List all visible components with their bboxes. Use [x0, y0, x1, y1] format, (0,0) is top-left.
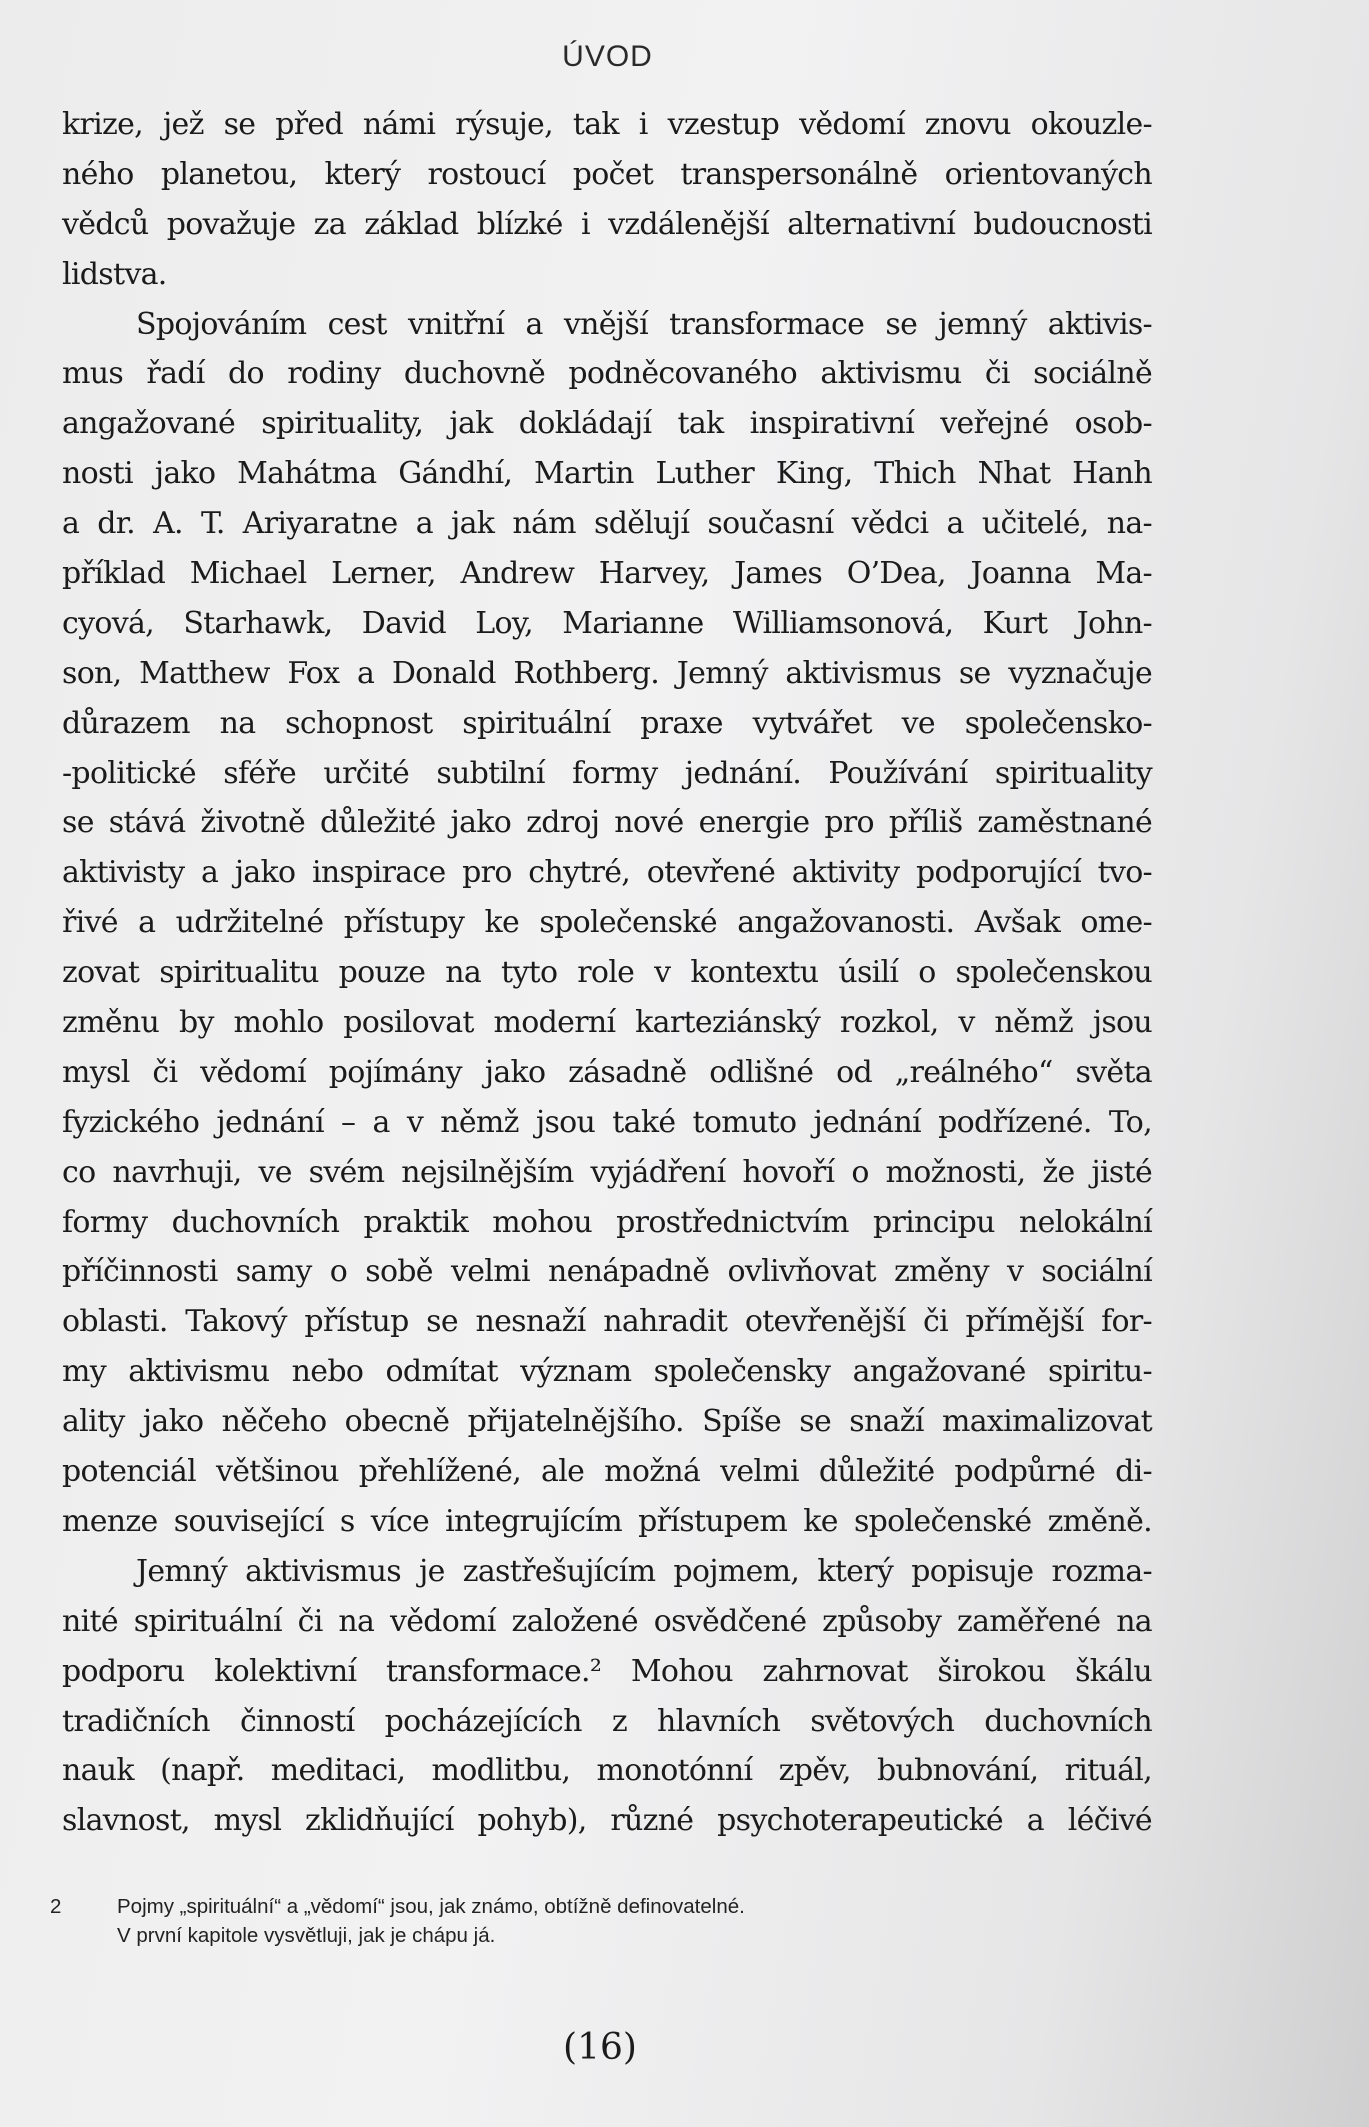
text-line: slavnost, mysl zklidňující pohyb), různé psychoterapeutické a léčivé — [62, 1803, 1152, 1839]
text-line: potenciál většinou přehlížené, ale možná velmi důležité podpůrné di- — [62, 1454, 1152, 1490]
text-line: son, Matthew Fox a Donald Rothberg. Jemný aktivismus se vyznačuje — [62, 655, 1152, 691]
text-line: ného planetou, který rostoucí počet transpersonálně orientovaných — [62, 156, 1152, 192]
text-line: důrazem na schopnost spirituální praxe vytvářet ve společensko- — [62, 705, 1152, 741]
footnote-row-2 — [50, 1921, 745, 1950]
body-text — [62, 100, 1152, 1846]
text-line: fyzického jednání – a v němž jsou také tomuto jednání podřízené. To, — [62, 1104, 1152, 1140]
footnote-text-line-1: Pojmy „spirituální“ a „vědomí“ jsou, jak známo, obtížně definovatelné. — [117, 1895, 745, 1918]
text-line: příčinnosti samy o sobě velmi nenápadně ovlivňovat změny v sociální — [62, 1254, 1152, 1290]
page-number: (16) — [563, 2027, 637, 2068]
text-line: nosti jako Mahátma Gándhí, Martin Luther King, Thich Nhat Hanh — [62, 456, 1152, 492]
text-line: se stává životně důležité jako zdroj nové energie pro příliš zaměstnané — [62, 805, 1152, 841]
text-line: mus řadí do rodiny duchovně podněcovaného aktivismu či sociálně — [62, 356, 1152, 392]
text-line: příklad Michael Lerner, Andrew Harvey, James O’Dea, Joanna Ma- — [62, 556, 1152, 592]
footnote — [50, 1892, 745, 1950]
text-line: mysl či vědomí pojímány jako zásadně odlišné od „reálného“ světa — [62, 1054, 1152, 1090]
text-line: a dr. A. T. Ariyaratne a jak nám sdělují současní vědci a učitelé, na- — [62, 506, 1152, 542]
text-line: -politické sféře určité subtilní formy jednání. Používání spirituality — [62, 755, 1152, 791]
text-line: oblasti. Takový přístup se nesnaží nahradit otevřenější či přímější for- — [62, 1304, 1152, 1340]
text-line: krize, jež se před námi rýsuje, tak i vzestup vědomí znovu okouzle- — [62, 107, 1152, 142]
footnote-number: 2 — [50, 1895, 62, 1918]
text-line: nauk (např. meditaci, modlitbu, monotónní zpěv, bubnování, rituál, — [62, 1753, 1152, 1789]
text-line: zovat spiritualitu pouze na tyto role v kontextu úsilí o společenskou — [62, 955, 1152, 991]
running-head: ÚVOD — [562, 40, 653, 73]
text-line: menze související s více integrujícím přístupem ke společenské změně. — [62, 1503, 1152, 1539]
text-line: co navrhuji, ve svém nejsilnějším vyjádření hovoří o možnosti, že jisté — [62, 1154, 1152, 1190]
text-line: podporu kolektivní transformace.² Mohou zahrnovat širokou škálu — [62, 1653, 1152, 1689]
text-line: Jemný aktivismus je zastřešujícím pojmem, který popisuje rozma- — [136, 1553, 1152, 1589]
text-line: nité spirituální či na vědomí založené osvědčené způsoby zaměřené na — [62, 1603, 1152, 1639]
text-line: ality jako něčeho obecně přijatelnějšího. Spíše se snaží maximalizovat — [62, 1404, 1152, 1440]
text-line: tradičních činností pocházejících z hlavních světových duchovních — [62, 1703, 1152, 1739]
footnote-text-line-2: V první kapitole vysvětluji, jak je chápu já. — [117, 1924, 496, 1947]
text-line: aktivisty a jako inspirace pro chytré, otevřené aktivity podporující tvo- — [62, 855, 1152, 891]
text-line: změnu by mohlo posilovat moderní karteziánský rozkol, v němž jsou — [62, 1005, 1152, 1041]
text-line: angažované spirituality, jak dokládají tak inspirativní veřejné osob- — [62, 406, 1152, 442]
text-line: vědců považuje za základ blízké i vzdálenější alternativní budoucnosti — [62, 206, 1152, 242]
text-line: lidstva. — [62, 256, 167, 292]
text-line: Spojováním cest vnitřní a vnější transformace se jemný aktivis- — [136, 306, 1152, 342]
text-line: my aktivismu nebo odmítat význam společensky angažované spiritu- — [62, 1354, 1152, 1390]
text-line: cyová, Starhawk, David Loy, Marianne Williamsonová, Kurt John- — [62, 605, 1152, 641]
footnote-row-1 — [50, 1892, 745, 1921]
text-line: řivé a udržitelné přístupy ke společenské angažovanosti. Avšak ome- — [62, 905, 1152, 941]
text-line: formy duchovních praktik mohou prostřednictvím principu nelokální — [62, 1204, 1152, 1240]
